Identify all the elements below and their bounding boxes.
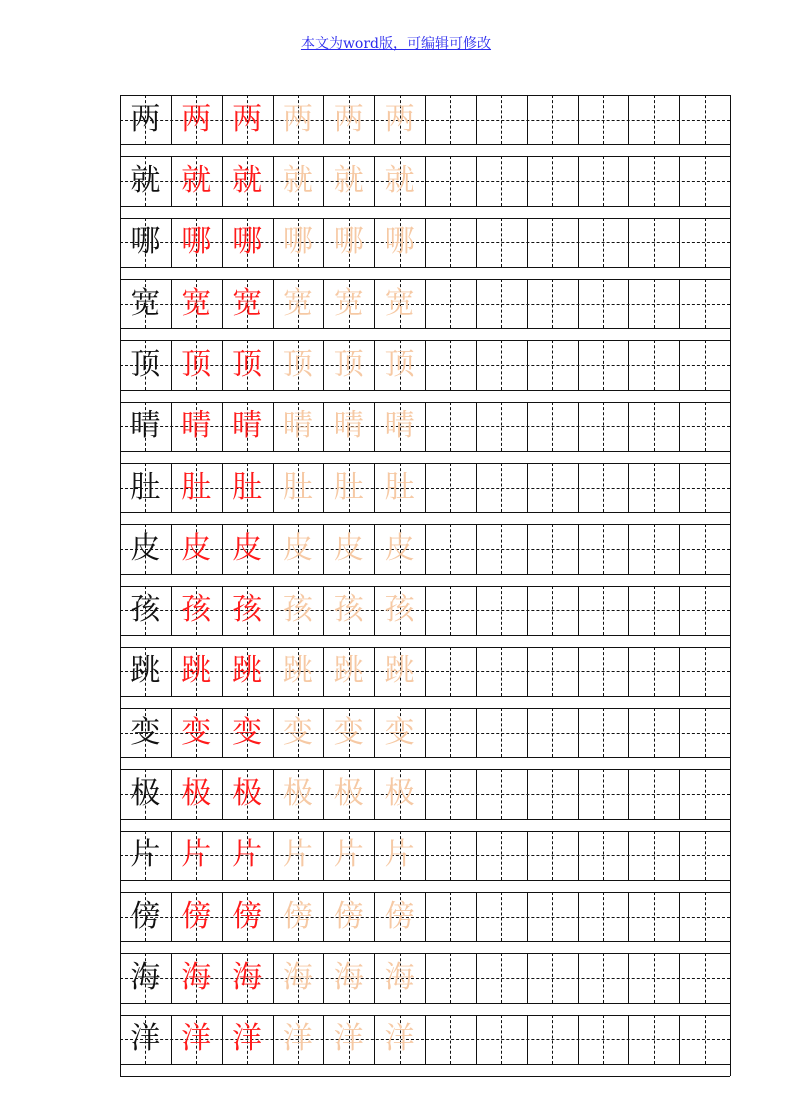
character-model: 皮 (130, 530, 161, 566)
character-trace: 哪 (232, 224, 263, 260)
empty-practice-cell[interactable] (476, 1015, 527, 1064)
character-trace: 片 (181, 837, 212, 873)
character-faint: 宽 (333, 285, 364, 321)
character-faint: 海 (333, 960, 364, 996)
empty-practice-cell[interactable] (628, 1015, 679, 1064)
character-trace: 傍 (232, 898, 263, 934)
character-model: 孩 (130, 592, 161, 628)
row-bottom-line (120, 574, 730, 575)
row-bottom-line (120, 451, 730, 452)
character-faint: 哪 (384, 224, 415, 260)
character-trace: 哪 (181, 224, 212, 260)
empty-practice-cell[interactable] (527, 463, 578, 512)
character-trace: 洋 (181, 1021, 212, 1057)
character-faint: 傍 (333, 898, 364, 934)
empty-practice-cell[interactable] (679, 340, 730, 389)
character-trace: 宽 (232, 285, 263, 321)
empty-practice-cell[interactable] (628, 524, 679, 573)
empty-practice-cell[interactable] (679, 1015, 730, 1064)
character-faint: 跳 (282, 653, 313, 689)
empty-practice-cell[interactable] (476, 524, 527, 573)
character-faint: 肚 (282, 469, 313, 505)
character-model: 洋 (130, 1021, 161, 1057)
empty-practice-cell[interactable] (527, 524, 578, 573)
empty-practice-cell[interactable] (578, 156, 629, 205)
empty-practice-cell[interactable] (527, 218, 578, 267)
character-trace: 片 (232, 837, 263, 873)
character-trace: 极 (181, 776, 212, 812)
character-faint: 肚 (333, 469, 364, 505)
character-trace: 孩 (181, 592, 212, 628)
character-trace: 跳 (232, 653, 263, 689)
empty-practice-cell[interactable] (628, 708, 679, 757)
row-bottom-line (120, 267, 730, 268)
empty-practice-cell[interactable] (425, 463, 476, 512)
empty-practice-cell[interactable] (578, 586, 629, 635)
character-faint: 哪 (282, 224, 313, 260)
empty-practice-cell[interactable] (628, 769, 679, 818)
empty-practice-cell[interactable] (425, 218, 476, 267)
character-faint: 傍 (282, 898, 313, 934)
empty-practice-cell[interactable] (628, 647, 679, 696)
empty-practice-cell[interactable] (527, 831, 578, 880)
empty-practice-cell[interactable] (527, 953, 578, 1002)
character-faint: 皮 (333, 530, 364, 566)
empty-practice-cell[interactable] (527, 340, 578, 389)
empty-practice-cell[interactable] (628, 279, 679, 328)
empty-practice-cell[interactable] (425, 769, 476, 818)
character-faint: 晴 (282, 408, 313, 444)
empty-practice-cell[interactable] (425, 831, 476, 880)
character-faint: 两 (282, 101, 313, 137)
empty-practice-cell[interactable] (679, 953, 730, 1002)
empty-practice-cell[interactable] (578, 95, 629, 144)
character-trace: 皮 (181, 530, 212, 566)
empty-practice-cell[interactable] (578, 524, 629, 573)
empty-practice-cell[interactable] (679, 95, 730, 144)
empty-practice-cell[interactable] (425, 892, 476, 941)
character-faint: 皮 (282, 530, 313, 566)
character-faint: 洋 (282, 1021, 313, 1057)
empty-practice-cell[interactable] (425, 524, 476, 573)
empty-practice-cell[interactable] (679, 769, 730, 818)
empty-practice-cell[interactable] (628, 953, 679, 1002)
character-trace: 就 (232, 162, 263, 198)
frame-right (730, 95, 731, 1076)
character-faint: 片 (333, 837, 364, 873)
empty-practice-cell[interactable] (628, 831, 679, 880)
empty-practice-cell[interactable] (425, 279, 476, 328)
character-trace: 顶 (181, 346, 212, 382)
row-bottom-line (120, 880, 730, 881)
row-bottom-line (120, 635, 730, 636)
character-faint: 就 (384, 162, 415, 198)
empty-practice-cell[interactable] (476, 892, 527, 941)
character-trace: 晴 (232, 408, 263, 444)
empty-practice-cell[interactable] (679, 586, 730, 635)
row-bottom-line (120, 328, 730, 329)
character-trace: 两 (232, 101, 263, 137)
character-faint: 极 (333, 776, 364, 812)
character-faint: 孩 (333, 592, 364, 628)
character-model: 晴 (130, 408, 161, 444)
character-trace: 洋 (232, 1021, 263, 1057)
character-faint: 孩 (282, 592, 313, 628)
character-trace: 肚 (181, 469, 212, 505)
empty-practice-cell[interactable] (476, 953, 527, 1002)
empty-practice-cell[interactable] (527, 647, 578, 696)
empty-practice-cell[interactable] (476, 279, 527, 328)
empty-practice-cell[interactable] (628, 218, 679, 267)
empty-practice-cell[interactable] (628, 463, 679, 512)
character-faint: 片 (384, 837, 415, 873)
character-faint: 两 (384, 101, 415, 137)
character-faint: 顶 (333, 346, 364, 382)
empty-practice-cell[interactable] (628, 156, 679, 205)
row-bottom-line (120, 819, 730, 820)
character-faint: 宽 (282, 285, 313, 321)
empty-practice-cell[interactable] (578, 402, 629, 451)
empty-practice-cell[interactable] (578, 708, 629, 757)
empty-practice-cell[interactable] (425, 402, 476, 451)
character-faint: 晴 (333, 408, 364, 444)
character-model: 极 (130, 776, 161, 812)
empty-practice-cell[interactable] (476, 402, 527, 451)
empty-practice-cell[interactable] (476, 95, 527, 144)
empty-practice-cell[interactable] (476, 831, 527, 880)
character-faint: 顶 (384, 346, 415, 382)
character-model: 海 (130, 960, 161, 996)
empty-practice-cell[interactable] (527, 1015, 578, 1064)
empty-practice-cell[interactable] (679, 463, 730, 512)
row-bottom-line (120, 941, 730, 942)
empty-practice-cell[interactable] (527, 769, 578, 818)
empty-practice-cell[interactable] (527, 95, 578, 144)
row-bottom-line (120, 757, 730, 758)
row-bottom-line (120, 1003, 730, 1004)
character-faint: 哪 (333, 224, 364, 260)
character-trace: 海 (232, 960, 263, 996)
character-faint: 两 (333, 101, 364, 137)
row-top-line (120, 1076, 730, 1077)
empty-practice-cell[interactable] (628, 402, 679, 451)
empty-practice-cell[interactable] (476, 647, 527, 696)
empty-practice-cell[interactable] (425, 156, 476, 205)
empty-practice-cell[interactable] (476, 769, 527, 818)
empty-practice-cell[interactable] (425, 708, 476, 757)
empty-practice-cell[interactable] (578, 218, 629, 267)
empty-practice-cell[interactable] (578, 463, 629, 512)
empty-practice-cell[interactable] (527, 586, 578, 635)
character-model: 顶 (130, 346, 161, 382)
character-model: 宽 (130, 285, 161, 321)
character-trace: 变 (181, 714, 212, 750)
empty-practice-cell[interactable] (425, 95, 476, 144)
empty-practice-cell[interactable] (679, 218, 730, 267)
empty-practice-cell[interactable] (679, 156, 730, 205)
empty-practice-cell[interactable] (628, 892, 679, 941)
character-trace: 极 (232, 776, 263, 812)
character-faint: 变 (384, 714, 415, 750)
character-faint: 宽 (384, 285, 415, 321)
empty-practice-cell[interactable] (628, 95, 679, 144)
empty-practice-cell[interactable] (476, 340, 527, 389)
character-faint: 洋 (333, 1021, 364, 1057)
row-bottom-line (120, 206, 730, 207)
character-faint: 极 (282, 776, 313, 812)
character-model: 跳 (130, 653, 161, 689)
character-faint: 顶 (282, 346, 313, 382)
empty-practice-cell[interactable] (527, 708, 578, 757)
empty-practice-cell[interactable] (578, 340, 629, 389)
character-faint: 极 (384, 776, 415, 812)
character-faint: 晴 (384, 408, 415, 444)
row-bottom-line (120, 390, 730, 391)
empty-practice-cell[interactable] (679, 524, 730, 573)
character-model: 就 (130, 162, 161, 198)
character-faint: 傍 (384, 898, 415, 934)
character-trace: 孩 (232, 592, 263, 628)
empty-practice-cell[interactable] (476, 463, 527, 512)
character-model: 肚 (130, 469, 161, 505)
empty-practice-cell[interactable] (425, 1015, 476, 1064)
character-model: 两 (130, 101, 161, 137)
character-trace: 傍 (181, 898, 212, 934)
empty-practice-cell[interactable] (476, 156, 527, 205)
empty-practice-cell[interactable] (578, 279, 629, 328)
empty-practice-cell[interactable] (578, 892, 629, 941)
empty-practice-cell[interactable] (578, 953, 629, 1002)
character-trace: 跳 (181, 653, 212, 689)
empty-practice-cell[interactable] (679, 402, 730, 451)
empty-practice-cell[interactable] (527, 892, 578, 941)
row-bottom-line (120, 512, 730, 513)
empty-practice-cell[interactable] (527, 402, 578, 451)
empty-practice-cell[interactable] (425, 953, 476, 1002)
empty-practice-cell[interactable] (578, 647, 629, 696)
character-trace: 顶 (232, 346, 263, 382)
empty-practice-cell[interactable] (578, 831, 629, 880)
character-faint: 海 (282, 960, 313, 996)
character-model: 片 (130, 837, 161, 873)
character-trace: 就 (181, 162, 212, 198)
empty-practice-cell[interactable] (578, 769, 629, 818)
character-trace: 宽 (181, 285, 212, 321)
character-model: 傍 (130, 898, 161, 934)
character-faint: 变 (333, 714, 364, 750)
empty-practice-cell[interactable] (679, 279, 730, 328)
character-faint: 洋 (384, 1021, 415, 1057)
row-bottom-line (120, 696, 730, 697)
character-trace: 两 (181, 101, 212, 137)
character-faint: 孩 (384, 592, 415, 628)
character-faint: 就 (333, 162, 364, 198)
character-model: 哪 (130, 224, 161, 260)
empty-practice-cell[interactable] (476, 218, 527, 267)
character-trace: 海 (181, 960, 212, 996)
empty-practice-cell[interactable] (679, 647, 730, 696)
character-trace: 变 (232, 714, 263, 750)
character-faint: 就 (282, 162, 313, 198)
empty-practice-cell[interactable] (425, 647, 476, 696)
character-faint: 变 (282, 714, 313, 750)
empty-practice-cell[interactable] (628, 586, 679, 635)
empty-practice-cell[interactable] (679, 708, 730, 757)
row-bottom-line (120, 1064, 730, 1065)
empty-practice-cell[interactable] (476, 708, 527, 757)
character-trace: 肚 (232, 469, 263, 505)
empty-practice-cell[interactable] (628, 340, 679, 389)
row-bottom-line (120, 144, 730, 145)
empty-practice-cell[interactable] (578, 1015, 629, 1064)
character-faint: 跳 (384, 653, 415, 689)
character-faint: 跳 (333, 653, 364, 689)
character-faint: 肚 (384, 469, 415, 505)
empty-practice-cell[interactable] (679, 892, 730, 941)
character-trace: 皮 (232, 530, 263, 566)
character-model: 变 (130, 714, 161, 750)
character-faint: 皮 (384, 530, 415, 566)
empty-practice-cell[interactable] (679, 831, 730, 880)
header-link[interactable]: 本文为word版，可编辑可修改 (300, 36, 492, 52)
empty-practice-cell[interactable] (476, 586, 527, 635)
empty-practice-cell[interactable] (527, 279, 578, 328)
empty-practice-cell[interactable] (425, 340, 476, 389)
empty-practice-cell[interactable] (527, 156, 578, 205)
character-trace: 晴 (181, 408, 212, 444)
character-faint: 海 (384, 960, 415, 996)
character-faint: 片 (282, 837, 313, 873)
empty-practice-cell[interactable] (425, 586, 476, 635)
